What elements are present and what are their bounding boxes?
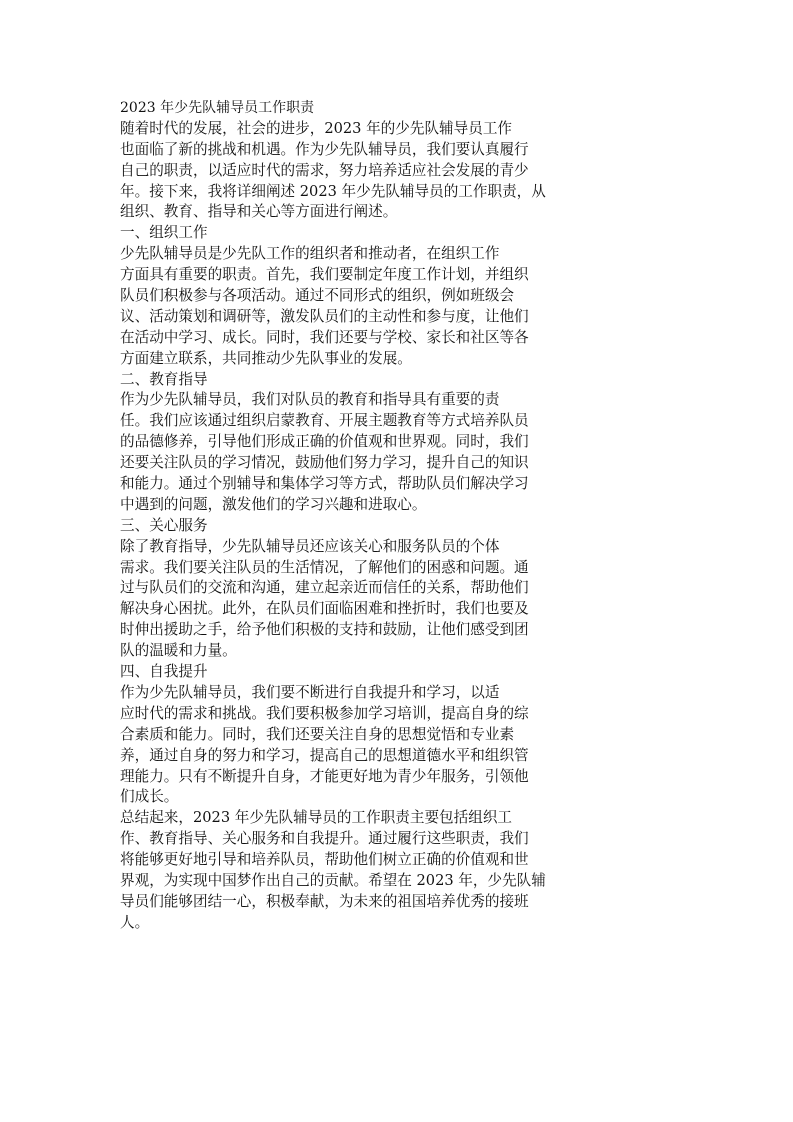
text-line: 作、教育指导、关心服务和自我提升。通过履行这些职责，我们 [120, 830, 529, 848]
document-body [120, 98, 580, 934]
document-title: 2023 年少先队辅导员工作职责 [120, 100, 315, 116]
text-line: 应时代的需求和挑战。我们要积极参加学习培训，提高自身的综 [120, 704, 529, 722]
text-line: 少先队辅导员是少先队工作的组织者和推动者，在组织工作 [120, 245, 500, 263]
text-line: 时伸出援助之手，给予他们积极的支持和鼓励，让他们感受到团 [120, 621, 529, 639]
text-line: 也面临了新的挑战和机遇。作为少先队辅导员，我们要认真履行 [120, 140, 529, 158]
text-line: 议、活动策划和调研等，激发队员们的主动性和参与度，让他们 [120, 307, 529, 325]
section-heading: 三、关心服务 [120, 516, 208, 534]
text-line: 的品德修养，引导他们形成正确的价值观和世界观。同时，我们 [120, 433, 529, 451]
text-line: 需求。我们要关注队员的生活情况，了解他们的困惑和问题。通 [120, 558, 529, 576]
text-line: 人。 [120, 913, 150, 931]
text-line: 将能够更好地引导和培养队员，帮助他们树立正确的价值观和世 [120, 851, 529, 869]
section-heading: 一、组织工作 [120, 224, 208, 242]
text-line: 界观，为实现中国梦作出自己的贡献。希望在 2023 年，少先队辅 [120, 871, 546, 889]
text-line: 导员们能够团结一心，积极奉献，为未来的祖国培养优秀的接班 [120, 892, 529, 910]
text-line: 和能力。通过个别辅导和集体学习等方式，帮助队员们解决学习 [120, 475, 529, 493]
text-line: 组织、教育、指导和关心等方面进行阐述。 [120, 203, 398, 221]
text-line: 中遇到的问题，激发他们的学习兴趣和进取心。 [120, 495, 427, 513]
text-line: 任。我们应该通过组织启蒙教育、开展主题教育等方式培养队员 [120, 412, 529, 430]
text-line: 自己的职责，以适应时代的需求，努力培养适应社会发展的青少 [120, 161, 529, 179]
text-line: 过与队员们的交流和沟通，建立起亲近而信任的关系，帮助他们 [120, 579, 529, 597]
text-line: 总结起来，2023 年少先队辅导员的工作职责主要包括组织工 [120, 809, 513, 827]
section-heading: 四、自我提升 [120, 663, 208, 681]
text-line: 合素质和能力。同时，我们还要关注自身的思想觉悟和专业素 [120, 725, 515, 743]
text-line: 方面建立联系，共同推动少先队事业的发展。 [120, 349, 412, 367]
text-line: 方面具有重要的职责。首先，我们要制定年度工作计划，并组织 [120, 266, 529, 284]
text-line: 在活动中学习、成长。同时，我们还要与学校、家长和社区等各 [120, 328, 529, 346]
text-line: 解决身心困扰。此外，在队员们面临困难和挫折时，我们也要及 [120, 600, 529, 618]
text-line: 队员们积极参与各项活动。通过不同形式的组织，例如班级会 [120, 287, 515, 305]
text-line: 们成长。 [120, 788, 179, 806]
text-line: 作为少先队辅导员，我们要不断进行自我提升和学习，以适 [120, 683, 500, 701]
section-heading: 二、教育指导 [120, 370, 208, 388]
text-line: 还要关注队员的学习情况，鼓励他们努力学习，提升自己的知识 [120, 454, 529, 472]
text-line: 随着时代的发展，社会的进步，2023 年的少先队辅导员工作 [120, 119, 513, 137]
text-line: 队的温暖和力量。 [120, 642, 237, 660]
text-line: 年。接下来，我将详细阐述 2023 年少先队辅导员的工作职责，从 [120, 182, 546, 200]
text-line: 除了教育指导，少先队辅导员还应该关心和服务队员的个体 [120, 537, 500, 555]
text-line: 养，通过自身的努力和学习，提高自己的思想道德水平和组织管 [120, 746, 529, 764]
text-line: 理能力。只有不断提升自身，才能更好地为青少年服务，引领他 [120, 767, 529, 785]
text-line: 作为少先队辅导员，我们对队员的教育和指导具有重要的责 [120, 391, 500, 409]
